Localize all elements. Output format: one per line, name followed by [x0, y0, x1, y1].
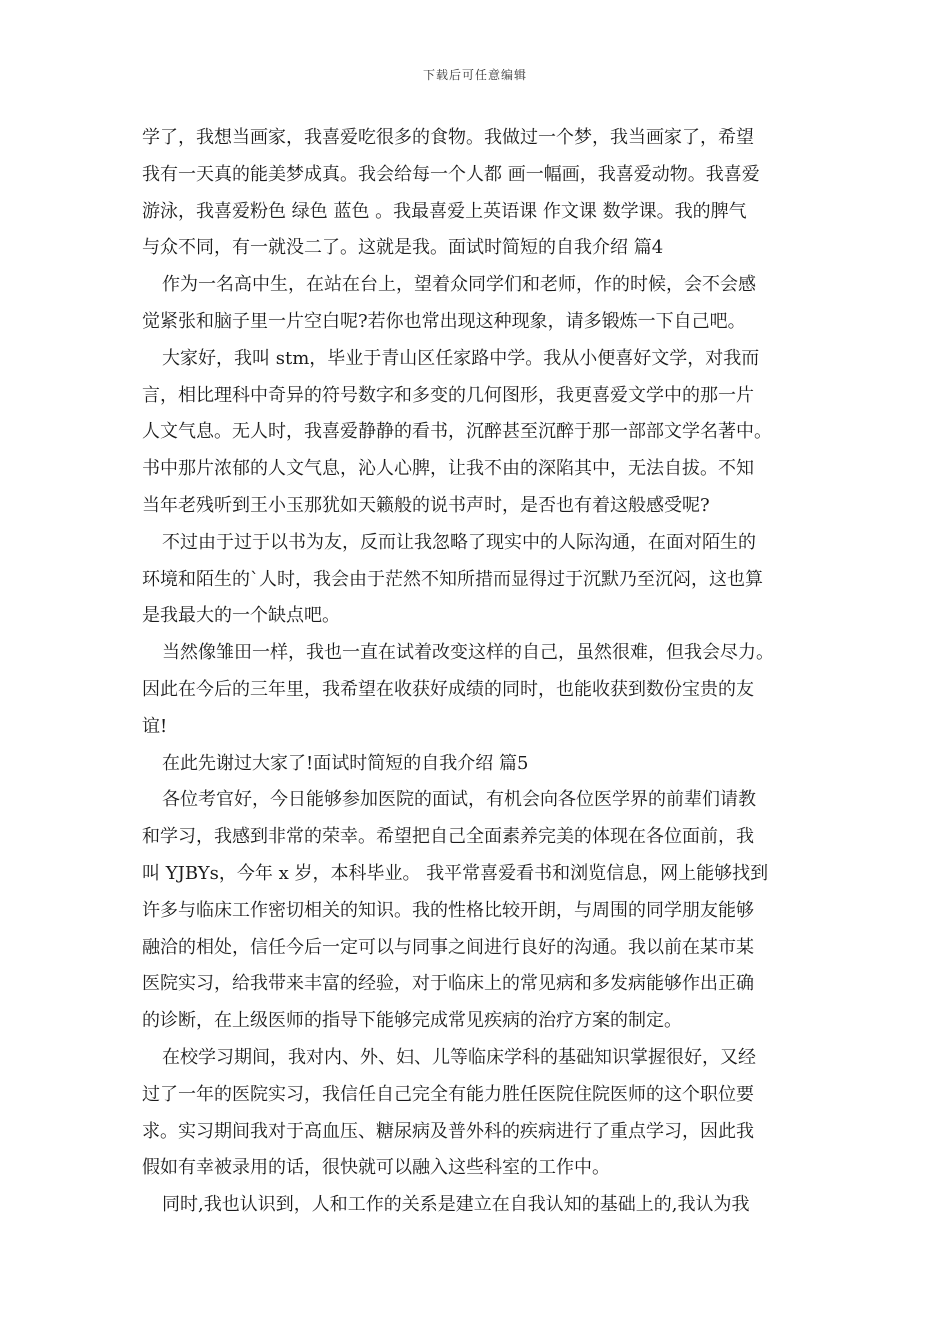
- paragraph: [142, 782, 808, 1040]
- text-line: 觉紧张和脑子里一片空白呢?若你也常出现这种现象，请多锻炼一下自己吧。: [142, 310, 746, 332]
- paragraph: [142, 341, 808, 525]
- text-line: 不过由于过于以书为友，反而让我忽略了现实中的人际沟通，在面对陌生的: [162, 531, 756, 553]
- text-line: 因此在今后的三年里，我希望在收获好成绩的同时，也能收获到数份宝贵的友: [142, 678, 754, 700]
- text-line: 医院实习，给我带来丰富的经验，对于临床上的常见病和多发病能够作出正确: [142, 973, 754, 995]
- paragraph: [142, 267, 808, 341]
- document-body: [142, 120, 808, 1224]
- text-line: 人文气息。无人时，我喜爱静静的看书，沉醉甚至沉醉于那一部部文学名著中。: [142, 421, 772, 443]
- text-line: 书中那片浓郁的人文气息，沁人心脾，让我不由的深陷其中，无法自拔。不知: [142, 458, 754, 480]
- text-line: 与众不同，有一就没二了。这就是我。面试时简短的自我介绍 篇4: [142, 237, 664, 259]
- text-line: 融洽的相处，信任今后一定可以与同事之间进行良好的沟通。我以前在某市某: [142, 936, 754, 958]
- text-line: 言，相比理科中奇异的符号数字和多变的几何图形，我更喜爱文学中的那一片: [142, 384, 754, 406]
- text-line: 假如有幸被录用的话，很快就可以融入这些科室的工作中。: [142, 1157, 610, 1179]
- text-line: 叫 YJBYs，今年 x 岁，本科毕业。 我平常喜爱看书和浏览信息，网上能够找到: [142, 862, 769, 884]
- text-line: 在校学习期间，我对内、外、妇、儿等临床学科的基础知识掌握很好，又经: [162, 1046, 756, 1068]
- paragraph: [142, 1187, 808, 1224]
- text-line: 过了一年的医院实习，我信任自己完全有能力胜任医院住院医师的这个职位要: [142, 1083, 754, 1105]
- text-line: 各位考官好，今日能够参加医院的面试，有机会向各位医学界的前辈们请教: [162, 789, 756, 811]
- text-line: 我有一天真的能美梦成真。我会给每一个人都 画一幅画，我喜爱动物。我喜爱: [142, 163, 760, 185]
- paragraph: [142, 1040, 808, 1187]
- paragraph: [142, 746, 808, 783]
- text-line: 是我最大的一个缺点吧。: [142, 605, 340, 627]
- text-line: 求。实习期间我对于高血压、糖尿病及普外科的疾病进行了重点学习，因此我: [142, 1120, 754, 1142]
- text-line: 学了，我想当画家，我喜爱吃很多的食物。我做过一个梦，我当画家了，希望: [142, 127, 754, 148]
- text-line: 同时,我也认识到，人和工作的关系是建立在自我认知的基础上的,我认为我: [162, 1194, 750, 1216]
- text-line: 作为一名高中生，在站在台上，望着众同学们和老师，作的时候，会不会感: [162, 274, 756, 296]
- text-line: 的诊断，在上级医师的指导下能够完成常见疾病的治疗方案的制定。: [142, 1010, 682, 1032]
- paragraph: [142, 635, 808, 745]
- text-line: 当年老残听到王小玉那犹如天籁般的说书声时，是否也有着这般感受呢?: [142, 494, 710, 516]
- text-line: 游泳，我喜爱粉色 绿色 蓝色 。我最喜爱上英语课 作文课 数学课。我的脾气: [142, 200, 747, 222]
- paragraph: [142, 120, 808, 267]
- text-line: 在此先谢过大家了!面试时简短的自我介绍 篇5: [162, 752, 529, 774]
- text-line: 谊!: [142, 715, 168, 737]
- page-header: 下载后可任意编辑: [422, 68, 527, 82]
- text-line: 和学习，我感到非常的荣幸。希望把自己全面素养完美的体现在各位面前，我: [142, 826, 754, 848]
- text-line: 环境和陌生的`人时，我会由于茫然不知所措而显得过于沉默乃至沉闷，这也算: [142, 568, 763, 590]
- text-line: 许多与临床工作密切相关的知识。我的性格比较开朗，与周围的同学朋友能够: [142, 899, 754, 921]
- text-line: 大家好，我叫 stm，毕业于青山区任家路中学。我从小便喜好文学，对我而: [162, 347, 760, 369]
- text-line: 当然像雏田一样，我也一直在试着改变这样的自己，虽然很难，但我会尽力。: [162, 642, 774, 664]
- paragraph: [142, 525, 808, 635]
